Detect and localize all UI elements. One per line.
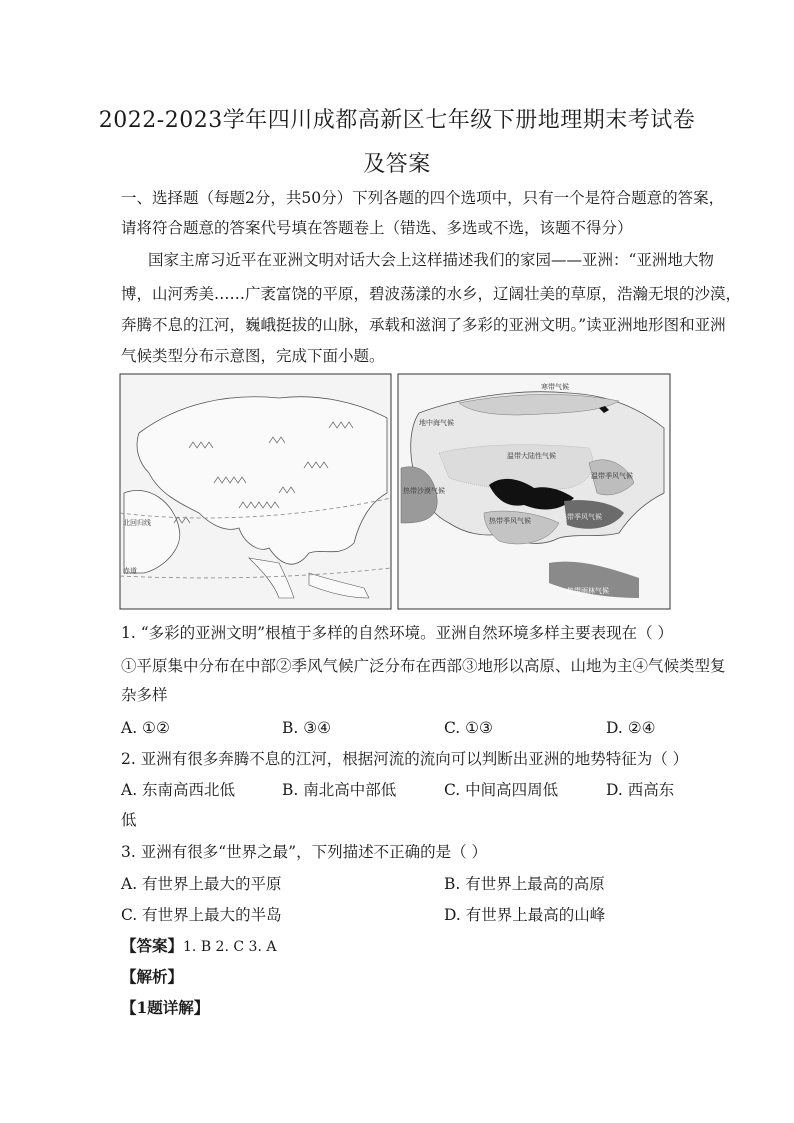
question-1-stem-line-2: ①平原集中分布在中部②季风气候广泛分布在西部③地形以高原、山地为主④气候类型复 <box>121 657 726 675</box>
question-1-stem: 1. “多彩的亚洲文明”根植于多样的自然环境。亚洲自然环境多样主要表现在（ ） <box>121 624 673 642</box>
label-subarctic: 寒带气候 <box>541 383 569 391</box>
label-mediterranean: 地中海气候 <box>419 419 454 427</box>
analysis-label: 【解析】 <box>121 967 184 986</box>
asia-maps-figure <box>119 373 671 610</box>
question-2-option-d-wrap: 低 <box>121 811 137 829</box>
question-2-option-b[interactable]: B. 南北高中部低 <box>282 781 397 799</box>
question-3-stem: 3. 亚洲有很多“世界之最”，下列描述不正确的是（ ） <box>121 843 487 861</box>
tropic-of-cancer-label: 北回归线 <box>123 519 151 527</box>
equator-label: 赤道 <box>123 567 137 575</box>
label-desert: 热带沙漠气候 <box>403 487 445 495</box>
question-2-option-c[interactable]: C. 中间高四周低 <box>444 781 559 799</box>
question-2-option-a[interactable]: A. 东南高西北低 <box>121 781 236 799</box>
question-2-stem: 2. 亚洲有很多奔腾不息的江河，根据河流的流向可以判断出亚洲的地势特征为（ ） <box>121 750 689 768</box>
question-1-option-b[interactable]: B. ③④ <box>282 719 332 737</box>
page-title: 2022-2023学年四川成都高新区七年级下册地理期末考试卷 <box>98 108 696 133</box>
question-3-option-d[interactable]: D. 有世界上最高的山峰 <box>444 906 606 924</box>
passage-line-4: 气候类型分布示意图，完成下面小题。 <box>121 347 385 365</box>
question-3-option-b[interactable]: B. 有世界上最高的高原 <box>444 875 605 893</box>
section-instructions-line-2: 请将符合题意的答案代号填在答题卷上（错选、多选或不选，该题不得分） <box>121 219 633 237</box>
question-3-option-c[interactable]: C. 有世界上最大的半岛 <box>121 906 282 924</box>
label-rainforest: 热带雨林气候 <box>567 587 609 595</box>
page-title-continued: 及答案 <box>363 152 431 177</box>
section-instructions-line-1: 一、选择题（每题2分，共50分）下列各题的四个选项中，只有一个是符合题意的答案， <box>121 189 725 207</box>
label-temperate-monsoon: 温带季风气候 <box>591 472 633 480</box>
asia-terrain-map <box>120 374 391 609</box>
label-subtropical-monsoon: 亚热带季风气候 <box>553 513 602 521</box>
question-1-option-c[interactable]: C. ①③ <box>444 719 493 737</box>
question-1-option-d[interactable]: D. ②④ <box>606 719 656 737</box>
passage-line-3: 奔腾不息的江河，巍峨挺拔的山脉，承载和滋润了多彩的亚洲文明。”读亚洲地形图和亚洲 <box>121 316 726 334</box>
asia-climate-map <box>398 374 670 609</box>
question-1-stem-line-3: 杂多样 <box>121 686 168 704</box>
passage-line-2: 博，山河秀美……广袤富饶的平原，碧波荡漾的水乡，辽阔壮美的草原，浩瀚无垠的沙漠， <box>121 285 742 303</box>
question-2-option-d[interactable]: D. 西高东 <box>606 781 675 799</box>
label-temperate-continental: 温带大陆性气候 <box>507 452 556 460</box>
label-tropical-monsoon: 热带季风气候 <box>489 517 531 525</box>
answer-row <box>121 936 677 957</box>
question-1-detail-label: 【1题详解】 <box>121 998 210 1017</box>
answer-label: 【答案】 <box>121 936 184 955</box>
question-3-option-a[interactable]: A. 有世界上最大的平原 <box>121 875 282 893</box>
answer-values: 1. B 2. C 3. A <box>183 939 277 955</box>
passage-line-1: 国家主席习近平在亚洲文明对话大会上这样描述我们的家园——亚洲：“亚洲地大物 <box>148 251 714 269</box>
question-1-option-a[interactable]: A. ①② <box>121 719 170 737</box>
